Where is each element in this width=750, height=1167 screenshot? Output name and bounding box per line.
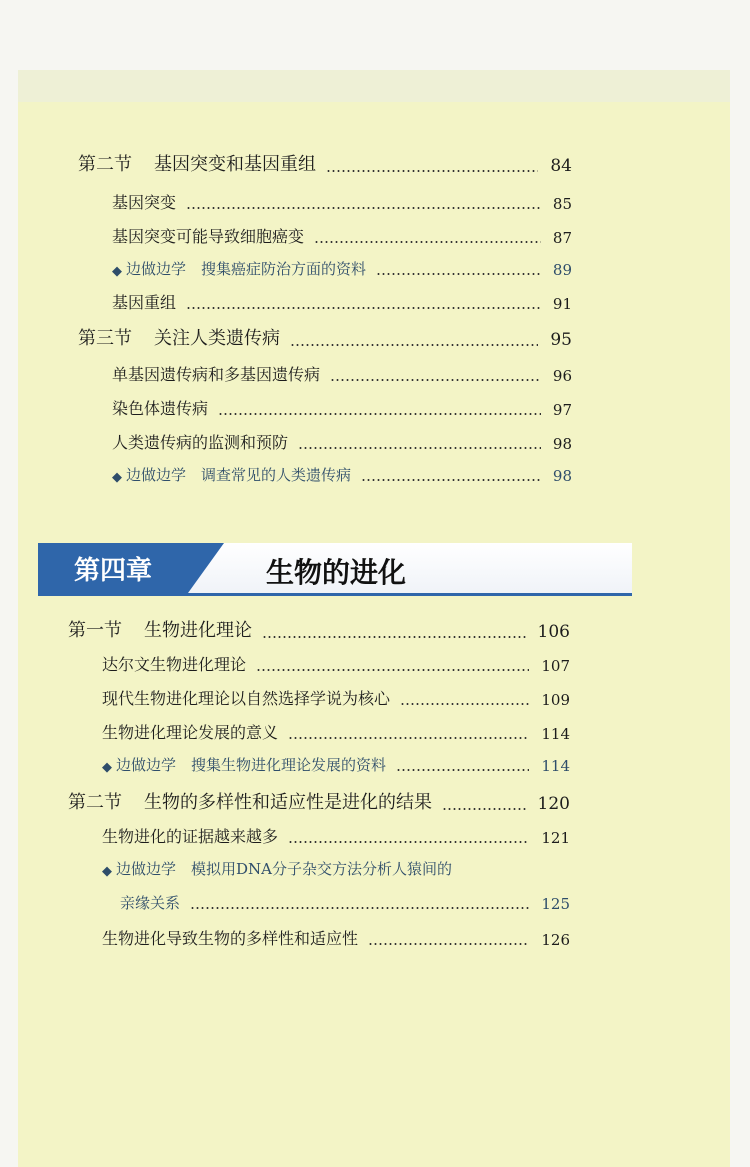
leader-dots [256,669,529,671]
entry-title: 生物进化导致生物的多样性和适应性 [102,929,359,948]
leader-dots [290,344,538,346]
leader-dots [298,447,541,449]
leader-dots [288,841,529,843]
section-number: 第二节 [68,792,122,813]
diamond-bullet-icon: ◆ [112,264,122,279]
toc-entry-activity[interactable] [102,754,570,775]
leader-dots [218,413,541,415]
toc-entry-activity[interactable] [112,464,572,485]
page-number: 96 [552,367,572,385]
toc-entry[interactable] [78,150,572,176]
entry-title: 基因突变可能导致细胞癌变 [112,227,305,246]
leader-dots [361,479,541,481]
diamond-bullet-icon: ◆ [102,760,112,775]
entry-title: 单基因遗传病和多基因遗传病 [112,365,321,384]
section-number: 第二节 [78,154,132,175]
toc-entry[interactable] [102,824,570,847]
toc-entry[interactable] [112,190,572,213]
leader-dots [190,907,529,909]
entry-title: 亲缘关系 [120,894,181,912]
chapter-heading [38,543,632,595]
page-number: 106 [537,622,570,642]
page-number: 114 [541,725,570,743]
toc-entry[interactable] [78,324,572,350]
leader-dots [400,703,529,705]
section-title: 生物的多样性和适应性是进化的结果 [144,792,432,813]
diamond-bullet-icon: ◆ [102,864,112,879]
diamond-bullet-icon: ◆ [112,470,122,485]
page-number: 120 [537,794,570,814]
toc-entry[interactable] [68,616,570,642]
entry-title: 人类遗传病的监测和预防 [112,433,289,452]
leader-dots [376,273,541,275]
leader-dots [326,170,538,172]
toc-entry[interactable] [112,396,572,419]
toc-entry[interactable] [102,926,570,949]
chapter-tag-notch [188,543,224,593]
page-number: 87 [552,229,572,247]
page-number: 126 [541,931,570,949]
page-number: 121 [541,829,570,847]
leader-dots [396,769,529,771]
leader-dots [330,379,541,381]
entry-title: 生物进化理论发展的意义 [102,723,279,742]
page-number: 109 [541,691,570,709]
page-number: 97 [552,401,572,419]
page-number: 85 [552,195,572,213]
leader-dots [314,241,541,243]
leader-dots [442,808,526,810]
page-number: 84 [550,156,572,176]
entry-title: 达尔文生物进化理论 [102,655,247,674]
section-title: 关注人类遗传病 [154,328,280,349]
toc-entry-activity[interactable] [112,258,572,279]
toc-entry[interactable] [102,720,570,743]
toc-entry[interactable] [112,224,572,247]
section-number: 第三节 [78,328,132,349]
toc-entry[interactable] [112,430,572,453]
page-number: 125 [541,895,570,913]
chapter-title-background [188,543,632,593]
leader-dots [186,207,541,209]
entry-title: 基因突变 [112,193,177,212]
entry-title: 边做边学 搜集癌症防治方面的资料 [126,260,367,278]
entry-title: 边做边学 调查常见的人类遗传病 [126,466,352,484]
leader-dots [288,737,529,739]
section-title: 生物进化理论 [144,620,252,641]
page-number: 91 [552,295,572,313]
toc-entry[interactable] [102,652,570,675]
entry-title: 染色体遗传病 [112,399,209,418]
page-number: 89 [552,261,572,279]
entry-title: 基因重组 [112,293,177,312]
leader-dots [186,307,541,309]
chapter-title: 生物的进化 [266,556,407,589]
section-title: 基因突变和基因重组 [154,154,316,175]
page-number: 114 [541,757,570,775]
toc-entry[interactable] [102,686,570,709]
toc-entry-activity[interactable] [102,858,570,879]
toc-entry[interactable] [68,788,570,814]
toc-entry[interactable] [112,290,572,313]
toc-entry-activity-continued[interactable] [120,892,570,913]
leader-dots [368,943,529,945]
page-number: 107 [541,657,570,675]
chapter-underline [38,593,632,596]
entry-title: 生物进化的证据越来越多 [102,827,279,846]
entry-title: 边做边学 搜集生物进化理论发展的资料 [116,756,387,774]
page-number: 98 [552,467,572,485]
chapter-number-tag: 第四章 [38,543,188,593]
section-number: 第一节 [68,620,122,641]
entry-title: 现代生物进化理论以自然选择学说为核心 [102,689,391,708]
toc-entry[interactable] [112,362,572,385]
leader-dots [262,636,526,638]
page-number: 98 [552,435,572,453]
entry-title: 边做边学 模拟用DNA分子杂交方法分析人猿间的 [116,860,452,878]
page-number: 95 [550,330,572,350]
